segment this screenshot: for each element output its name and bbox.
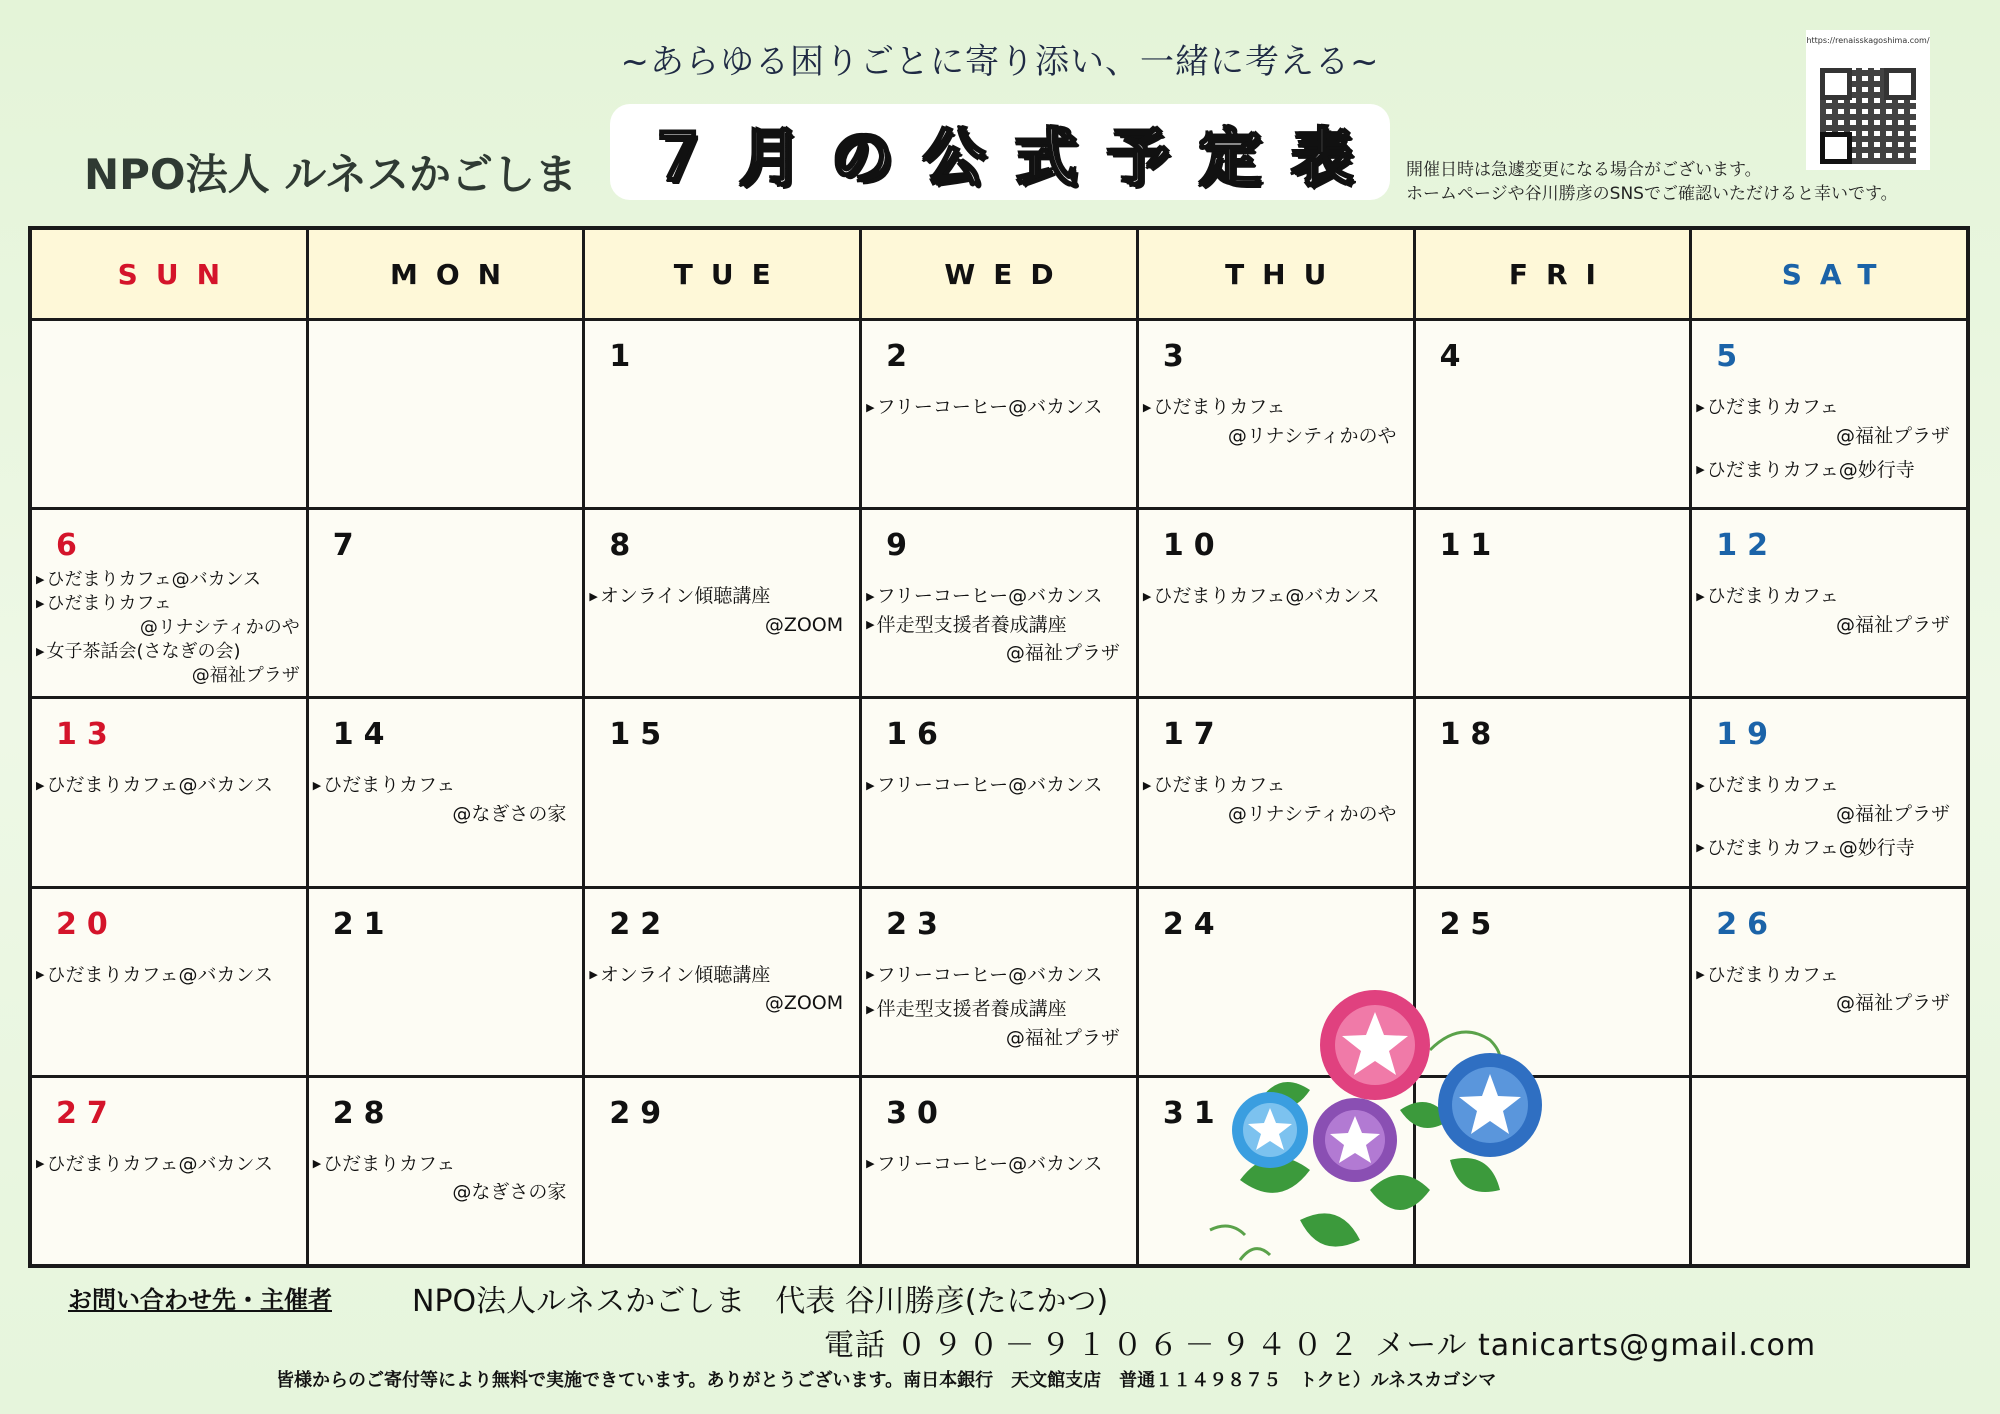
event-title: オンライン傾聴講座 <box>599 585 771 608</box>
event-title: ひだまりカフェ@バカンス <box>46 1152 273 1175</box>
event-title: ひだまりカフェ <box>1706 963 1839 986</box>
day-cell[interactable] <box>585 1078 859 1264</box>
day-cell[interactable] <box>32 699 306 885</box>
calendar-grid <box>28 226 1970 1268</box>
bullet-icon: ▶ <box>1696 778 1705 792</box>
day-cell[interactable] <box>309 1078 583 1264</box>
day-number: 23 <box>886 906 948 942</box>
event-list <box>866 582 1134 667</box>
morning-glory-icon <box>1200 990 1560 1280</box>
day-cell[interactable] <box>1692 321 1966 507</box>
day-number: 21 <box>332 906 395 942</box>
event-item[interactable] <box>589 582 857 639</box>
day-cell[interactable] <box>862 889 1136 1075</box>
bullet-icon: ▶ <box>866 968 875 982</box>
organizer-name: NPO法人ルネスかごしま <box>412 1284 746 1319</box>
day-cell[interactable] <box>1139 699 1413 885</box>
day-cell[interactable] <box>862 510 1136 696</box>
event-title: ひだまりカフェ <box>1706 774 1839 797</box>
bullet-icon: ▶ <box>1142 778 1152 792</box>
day-cell[interactable] <box>585 321 859 507</box>
bullet-icon: ▶ <box>36 778 45 792</box>
weekday-header: WED <box>862 230 1136 318</box>
day-number: 16 <box>886 717 948 753</box>
note-line-2: ホームページや谷川勝彦のSNSでご確認いただけると幸いです。 <box>1406 184 1898 204</box>
event-title: フリーコーヒー@バカンス <box>876 1152 1103 1175</box>
day-number: 4 <box>1439 339 1471 374</box>
day-cell[interactable] <box>32 889 306 1075</box>
day-cell[interactable] <box>32 321 306 507</box>
event-list <box>589 582 857 639</box>
event-list <box>1696 771 1964 862</box>
event-venue: @福祉プラザ <box>191 665 300 687</box>
event-venue: @リナシティかのや <box>139 617 300 639</box>
day-cell[interactable] <box>1692 1078 1966 1264</box>
day-number: 14 <box>332 717 395 753</box>
donation-note: 皆様からのご寄付等により無料で実施できています。ありがとうございます。南日本銀行 天文館支店 普通１１４９８７５ トクヒ）ルネスカゴシマ <box>276 1370 1497 1391</box>
day-cell[interactable] <box>862 1078 1136 1264</box>
event-item[interactable] <box>866 611 1134 668</box>
event-title: ひだまりカフェ <box>323 1152 456 1175</box>
day-cell[interactable] <box>309 699 583 885</box>
day-cell[interactable] <box>585 699 859 885</box>
day-number: 8 <box>609 528 641 564</box>
event-venue: @リナシティかのや <box>1227 802 1397 825</box>
event-venue: @なぎさの家 <box>452 802 567 825</box>
day-number: 9 <box>886 528 918 564</box>
event-item[interactable] <box>1696 456 1964 485</box>
event-item[interactable] <box>1696 834 1964 863</box>
event-list <box>866 961 1134 1052</box>
day-number: 5 <box>1716 339 1748 374</box>
bullet-icon: ▶ <box>1142 400 1152 414</box>
bullet-icon: ▶ <box>36 968 45 982</box>
bullet-icon: ▶ <box>589 589 598 603</box>
day-number: 12 <box>1716 528 1779 564</box>
event-item[interactable] <box>1696 771 1964 828</box>
day-cell[interactable] <box>309 321 583 507</box>
contact-org <box>412 1276 1108 1320</box>
tagline: ~あらゆる困りごとに寄り添い、一緒に考える~ <box>620 42 1380 82</box>
event-title: ひだまりカフェ <box>1153 774 1286 797</box>
day-cell[interactable] <box>1416 510 1690 696</box>
day-number: 29 <box>609 1095 672 1131</box>
event-list <box>36 961 304 990</box>
day-cell[interactable] <box>862 699 1136 885</box>
day-cell[interactable] <box>1692 510 1966 696</box>
org-name: NPO法人 ルネスかごしま <box>84 150 577 199</box>
event-item[interactable] <box>36 961 304 990</box>
event-item[interactable] <box>313 1150 581 1207</box>
event-title: ひだまりカフェ@バカンス <box>46 963 273 986</box>
day-cell[interactable] <box>32 510 306 696</box>
event-item[interactable] <box>36 640 304 688</box>
event-item[interactable] <box>1696 582 1964 639</box>
event-venue: @なぎさの家 <box>452 1181 567 1204</box>
day-cell[interactable] <box>309 889 583 1075</box>
event-item[interactable] <box>866 771 1134 800</box>
day-number: 6 <box>56 528 87 564</box>
event-venue: @福祉プラザ <box>1005 1026 1120 1049</box>
day-cell[interactable] <box>585 510 859 696</box>
day-number: 10 <box>1162 528 1225 564</box>
weekday-header: SUN <box>32 230 306 318</box>
day-number: 3 <box>1162 339 1194 374</box>
bullet-icon: ▶ <box>1142 589 1152 603</box>
day-number: 31 <box>1162 1095 1225 1131</box>
tel-label: 電話 <box>824 1328 886 1363</box>
event-item[interactable] <box>36 568 304 592</box>
bullet-icon: ▶ <box>36 1157 45 1171</box>
event-venue: @ZOOM <box>764 992 844 1015</box>
event-venue: @福祉プラザ <box>1835 802 1950 825</box>
bullet-icon: ▶ <box>1696 463 1705 476</box>
event-title: ひだまりカフェ <box>1706 585 1839 608</box>
event-title: 伴走型支援者養成講座 <box>876 613 1067 636</box>
day-number: 17 <box>1162 717 1225 753</box>
event-list <box>36 568 304 688</box>
event-list <box>1143 582 1411 611</box>
day-cell[interactable] <box>1139 321 1413 507</box>
bullet-icon: ▶ <box>36 645 45 659</box>
page-title: ７月の公式予定表 <box>646 120 1383 194</box>
bullet-icon: ▶ <box>866 1157 875 1171</box>
bullet-icon: ▶ <box>1696 400 1705 414</box>
day-number: 7 <box>332 528 364 564</box>
bullet-icon: ▶ <box>866 618 875 632</box>
event-title: ひだまりカフェ@バカンス <box>46 569 262 591</box>
day-number: 1 <box>609 339 641 374</box>
bullet-icon: ▶ <box>36 597 45 611</box>
event-list <box>1696 961 1964 1018</box>
mail-address[interactable]: tanicarts@gmail.com <box>1478 1328 1817 1363</box>
event-list <box>1143 393 1411 450</box>
event-item[interactable] <box>36 771 304 800</box>
note-line-1: 開催日時は急遽変更になる場合がございます。 <box>1406 160 1762 180</box>
event-venue: @リナシティかのや <box>1227 424 1397 447</box>
event-item[interactable] <box>1143 582 1411 611</box>
event-item[interactable] <box>313 771 581 828</box>
day-cell[interactable] <box>1416 321 1690 507</box>
day-cell[interactable] <box>1139 510 1413 696</box>
event-title: フリーコーヒー@バカンス <box>876 774 1103 797</box>
bullet-icon: ▶ <box>589 968 598 982</box>
day-number: 19 <box>1716 717 1779 753</box>
event-title: オンライン傾聴講座 <box>599 963 771 986</box>
bullet-icon: ▶ <box>866 400 875 414</box>
event-venue: @福祉プラザ <box>1835 424 1950 447</box>
day-number: 28 <box>332 1095 395 1131</box>
event-title: フリーコーヒー@バカンス <box>876 585 1103 608</box>
event-venue: @福祉プラザ <box>1005 642 1120 665</box>
event-list <box>313 1150 581 1207</box>
event-item[interactable] <box>1696 393 1964 450</box>
event-title: ひだまりカフェ <box>46 593 172 615</box>
day-number: 15 <box>609 717 672 753</box>
event-title: フリーコーヒー@バカンス <box>876 396 1103 418</box>
event-list <box>1696 393 1964 484</box>
weekday-header: MON <box>309 230 583 318</box>
event-venue: @福祉プラザ <box>1835 613 1950 636</box>
day-number: 25 <box>1439 906 1502 942</box>
event-list <box>1143 771 1411 828</box>
event-title: ひだまりカフェ@妙行寺 <box>1706 458 1915 481</box>
contact-details <box>824 1320 1816 1364</box>
event-venue: @福祉プラザ <box>1835 992 1950 1015</box>
day-cell[interactable] <box>1416 699 1690 885</box>
event-item[interactable] <box>589 961 857 1018</box>
day-cell[interactable] <box>1692 889 1966 1075</box>
event-item[interactable] <box>36 1150 304 1179</box>
day-number: 18 <box>1439 717 1502 753</box>
event-title: ひだまりカフェ@バカンス <box>46 774 273 797</box>
event-venue: @ZOOM <box>764 613 844 636</box>
day-cell[interactable] <box>862 321 1136 507</box>
bullet-icon: ▶ <box>866 589 875 603</box>
bullet-icon: ▶ <box>312 1157 322 1171</box>
day-cell[interactable] <box>32 1078 306 1264</box>
event-list <box>866 1150 1134 1179</box>
event-item[interactable] <box>866 393 1134 422</box>
event-list <box>36 771 304 800</box>
event-list <box>589 961 857 1018</box>
event-list <box>1696 582 1964 639</box>
event-title: ひだまりカフェ@バカンス <box>1153 585 1380 608</box>
bullet-icon: ▶ <box>1696 968 1705 982</box>
event-list <box>313 771 581 828</box>
day-number: 11 <box>1439 528 1502 564</box>
event-title: フリーコーヒー@バカンス <box>876 963 1103 986</box>
day-number: 2 <box>886 339 918 374</box>
event-title: ひだまりカフェ <box>323 774 456 797</box>
mail-label: メール <box>1375 1328 1468 1363</box>
day-number: 13 <box>56 717 118 753</box>
event-item[interactable] <box>1696 961 1964 1018</box>
bullet-icon: ▶ <box>312 778 322 792</box>
event-item[interactable] <box>36 592 304 640</box>
event-item[interactable] <box>1143 771 1411 828</box>
qr-corner-icon <box>1820 132 1852 164</box>
title-box <box>610 104 1390 200</box>
bullet-icon: ▶ <box>1696 841 1705 855</box>
representative: 代表 谷川勝彦(たにかつ) <box>775 1284 1109 1319</box>
day-cell[interactable] <box>309 510 583 696</box>
event-list <box>866 393 1134 422</box>
weekday-header: TUE <box>585 230 859 318</box>
event-item[interactable] <box>866 995 1134 1052</box>
day-cell[interactable] <box>1692 699 1966 885</box>
event-item[interactable] <box>866 582 1134 611</box>
event-title: 伴走型支援者養成講座 <box>876 998 1067 1021</box>
bullet-icon: ▶ <box>1696 589 1705 603</box>
event-item[interactable] <box>866 1150 1134 1179</box>
qr-url: https://renaisskagoshima.com/ <box>1806 36 1930 45</box>
event-item[interactable] <box>866 961 1134 990</box>
bullet-icon: ▶ <box>866 778 875 792</box>
event-title: ひだまりカフェ <box>1153 396 1286 418</box>
day-number: 26 <box>1716 906 1779 942</box>
contact-label: お問い合わせ先・主催者 <box>68 1286 332 1314</box>
tel-number[interactable]: ０９０－９１０６－９４０２ <box>896 1328 1365 1363</box>
event-title: 女子茶話会(さなぎの会) <box>46 641 241 663</box>
day-number: 27 <box>56 1095 118 1131</box>
weekday-header: FRI <box>1416 230 1690 318</box>
bullet-icon: ▶ <box>36 573 45 587</box>
day-number: 30 <box>886 1095 948 1131</box>
day-number: 22 <box>609 906 672 942</box>
qr-code[interactable] <box>1806 30 1930 170</box>
event-title: ひだまりカフェ@妙行寺 <box>1706 836 1915 859</box>
day-number: 20 <box>56 906 118 942</box>
weekday-header: THU <box>1139 230 1413 318</box>
weekday-header: SAT <box>1692 230 1966 318</box>
day-cell[interactable] <box>585 889 859 1075</box>
event-title: ひだまりカフェ <box>1706 396 1839 418</box>
event-list <box>36 1150 304 1179</box>
bullet-icon: ▶ <box>866 1002 875 1016</box>
event-item[interactable] <box>1143 393 1411 450</box>
event-list <box>866 771 1134 800</box>
day-number: 24 <box>1162 906 1225 942</box>
